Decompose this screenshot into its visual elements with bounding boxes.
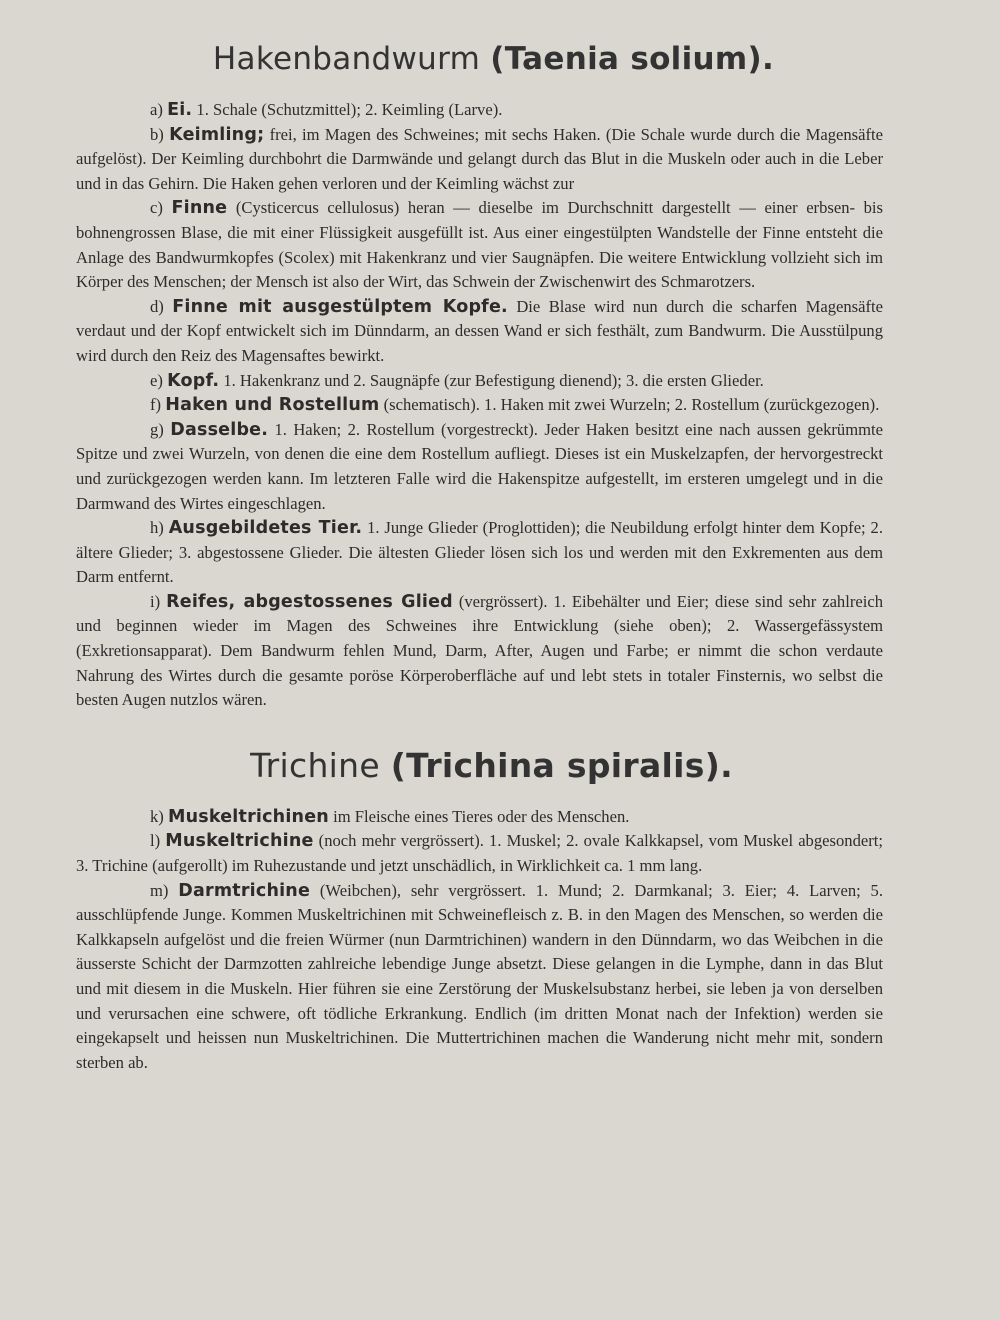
item-letter: f) [150, 395, 162, 415]
item-label: Dasselbe. [170, 419, 269, 440]
item-label: Keimling; [169, 124, 265, 145]
item-letter: e) [150, 370, 163, 390]
section-trichine [76, 805, 883, 1076]
paragraph-item [76, 369, 883, 394]
heading-latin-name: (Taenia solium). [490, 41, 775, 77]
item-label: Muskeltrichine [165, 831, 314, 852]
item-label: Muskeltrichinen [167, 806, 329, 827]
item-letter: a) [150, 100, 163, 119]
paragraph-item [76, 516, 883, 590]
item-text: (Weibchen), sehr vergrössert. 1. Mund; 2. Darmkanal; 3. Eier; 4. Larven; 5. ausschlüpfende Junge. Kommen Muskeltrichinen mit Schweinefleisch z. B. in den Magen des Menschen, so werden die Kalkkapseln aufgelöst und die freien Würmer (nun Darmtrichinen) wandern in den Dünndarm, wo das Weibchen in die äusserste Schicht der Darmzotten zahlreiche lebendige Junge absetzt. Diese gelangen in die Lymphe, dann in das Blut und mit diesem in die Muskeln. Hier führen sie eine Zerstörung der Muskelsubstanz herbei, sie leben ja von derselben und verursachen eine schwere, oft tödliche Erkrankung. Endlich (im dritten Monat nach der Infektion) werden sie eingekapselt und heissen nun Muskeltrichinen. Die Muttertrichinen machen die Wanderung nicht mehr mit, sondern sterben ab. [76, 880, 884, 1072]
paragraph-item [76, 196, 883, 294]
item-text: (noch mehr vergrössert). 1. Muskel; 2. ovale Kalkkapsel, vom Muskel abgesondert; 3. Trichine (aufgerollt) im Ruhezustande und jetzt unschädlich, in Wirklichkeit ca. 1 mm lang. [76, 831, 883, 876]
item-letter: m) [150, 880, 169, 900]
item-label: Haken und Rostellum [165, 395, 380, 416]
heading-hakenbandwurm [104, 28, 883, 90]
item-text: 1. Schale (Schutzmittel); 2. Keimling (Larve). [196, 100, 503, 119]
paragraph-item [76, 829, 883, 878]
paragraph-item [76, 805, 883, 830]
item-text: frei, im Magen des Schweines; mit sechs Haken. (Die Schale wurde durch die Magensäfte aufgelöst). Der Keimling durchbohrt die Darmwände und gelangt durch das Blut in die Muskeln oder auch in die Leber und in das Gehirn. Die Haken gehen verloren und der Keimling wächst zur [76, 124, 883, 193]
item-letter: l) [150, 831, 161, 851]
item-label: Finne [171, 198, 228, 219]
item-letter: b) [150, 124, 164, 144]
item-letter: i) [150, 591, 161, 611]
paragraph-item [76, 590, 883, 713]
item-letter: h) [150, 518, 164, 538]
paragraph-item [76, 295, 883, 369]
item-label: Ei. [167, 100, 193, 120]
item-text: (vergrössert). 1. Eibehälter und Eier; diese sind sehr zahlreich und beginnen wieder im Magen des Schweines ihre Entwicklung (siehe oben); 2. Wassergefässystem (Exkretionsapparat). Dem Bandwurm fehlen Mund, Darm, After, Augen und Farbe; er nimmt die schon verdaute Nahrung des Wirtes durch die gesamte poröse Körperoberfläche auf und lebt stets in totaler Finsternis, wo selbst die besten Augen nutzlos wären. [76, 591, 884, 710]
item-text: (schematisch). 1. Haken mit zwei Wurzeln; 2. Rostellum (zurückgezogen). [383, 395, 880, 415]
paragraph-item [76, 418, 883, 516]
item-text: 1. Haken; 2. Rostellum (vorgestreckt). Jeder Haken besitzt eine nach aussen gekrümmte Spitze und zwei Wurzeln, von denen die eine dem Rostellum aufliegt. Dieses ist ein Muskelzapfen, der hervorgestreckt und zurückgezogen werden kann. Im letzteren Falle wird die Hakenspitze aufgestellt, im ersteren umgelegt und in die Darmwand des Wirtes eingeschlagen. [76, 419, 884, 513]
heading-title: Trichine [250, 745, 380, 785]
item-text: (Cysticercus cellulosus) heran — dieselbe im Durchschnitt dargestellt — einer erbsen- bis bohnengrossen Blase, die mit einer Flüssigkeit ausgefüllt ist. Aus einer eingestülpten Wandstelle der Finne entsteht die Anlage des Bandwurmkopfes (Scolex) mit Hakenkranz und vier Saugnäpfen. Die weitere Entwicklung vollzieht sich im Körper des Menschen; der Mensch ist also der Wirt, das Schwein der Zwischenwirt des Schmarotzers. [76, 198, 883, 292]
paragraph-item [76, 98, 883, 123]
item-letter: d) [150, 296, 164, 316]
section-hakenbandwurm [76, 98, 883, 713]
item-label: Ausgebildetes Tier. [168, 518, 363, 539]
item-label: Darmtrichine [178, 880, 311, 901]
item-text: 1. Junge Glieder (Proglottiden); die Neubildung erfolgt hinter dem Kopfe; 2. ältere Glieder; 3. abgestossene Glieder. Die ältesten Glieder lösen sich los und werden mit den Exkrementen aus dem Darm entfernt. [76, 518, 883, 587]
item-text: im Fleische eines Tieres oder des Menschen. [333, 806, 630, 826]
item-text: Die Blase wird nun durch die scharfen Magensäfte verdaut und der Kopf entwickelt sich im Dünndarm, an dessen Wand er sich festhält, zum Bandwurm. Die Ausstülpung wird durch den Reiz des Magensaftes bewirkt. [76, 296, 883, 365]
item-letter: k) [150, 806, 164, 826]
heading-title: Hakenbandwurm [212, 41, 481, 77]
heading-trichine [100, 737, 883, 795]
paragraph-item [76, 393, 883, 418]
item-label: Reifes, abgestossenes Glied [166, 591, 453, 612]
heading-latin-name: (Trichina spiralis). [390, 745, 733, 785]
paragraph-item [76, 879, 883, 1076]
item-label: Kopf. [167, 370, 220, 391]
item-label: Finne mit ausgestülptem Kopfe. [172, 296, 508, 317]
item-letter: g) [150, 419, 164, 439]
item-text: 1. Hakenkranz und 2. Saugnäpfe (zur Befestigung dienend); 3. die ersten Glieder. [223, 370, 764, 390]
item-letter: c) [150, 198, 163, 218]
paragraph-item [76, 123, 883, 197]
